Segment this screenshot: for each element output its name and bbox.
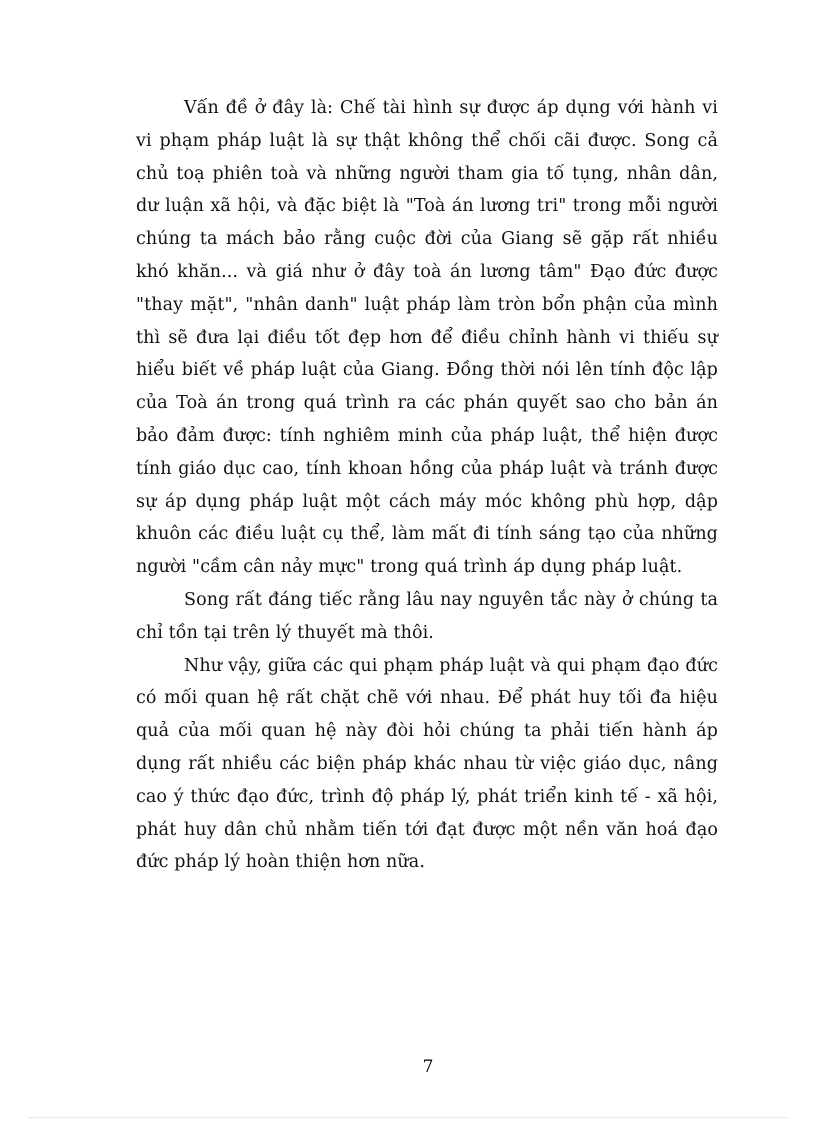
body-text xyxy=(136,92,718,879)
bottom-divider xyxy=(28,1117,788,1118)
paragraph-1: Vấn đề ở đây là: Chế tài hình sự được áp dụng với hành vi vi phạm pháp luật là sự thật không thể chối cãi được. Song cả chủ toạ phiên toà và những người tham gia tố tụng, nhân dân, dư luận xã hội, và đặc biệt là "Toà án lương tri" trong mỗi người chúng ta mách bảo rằng cuộc đời của Giang sẽ gặp rất nhiều khó khăn... và giá như ở đây toà án lương tâm" Đạo đức được "thay mặt", "nhân danh" luật pháp làm tròn bổn phận của mình thì sẽ đưa lại điều tốt đẹp hơn để điều chỉnh hành vi thiếu sự hiểu biết về pháp luật của Giang. Đồng thời nói lên tính độc lập của Toà án trong quá trình ra các phán quyết sao cho bản án bảo đảm được: tính nghiêm minh của pháp luật, thể hiện được tính giáo dục cao, tính khoan hồng của pháp luật và tránh được sự áp dụng pháp luật một cách máy móc không phù hợp, dập khuôn các điều luật cụ thể, làm mất đi tính sáng tạo của những người "cầm cân nảy mực" trong quá trình áp dụng pháp luật. xyxy=(136,98,718,578)
paragraph-3: Như vậy, giữa các qui phạm pháp luật và qui phạm đạo đức có mối quan hệ rất chặt chẽ với nhau. Để phát huy tối đa hiệu quả của mối quan hệ này đòi hỏi chúng ta phải tiến hành áp dụng rất nhiều các biện pháp khác nhau từ việc giáo dục, nâng cao ý thức đạo đức, trình độ pháp lý, phát triển kinh tế - xã hội, phát huy dân chủ nhằm tiến tới đạt được một nền văn hoá đạo đức pháp lý hoàn thiện hơn nữa. xyxy=(136,655,718,873)
page-number: 7 xyxy=(422,1057,434,1077)
paragraph-2: Song rất đáng tiếc rằng lâu nay nguyên tắc này ở chúng ta chỉ tồn tại trên lý thuyết mà thôi. xyxy=(136,589,718,643)
